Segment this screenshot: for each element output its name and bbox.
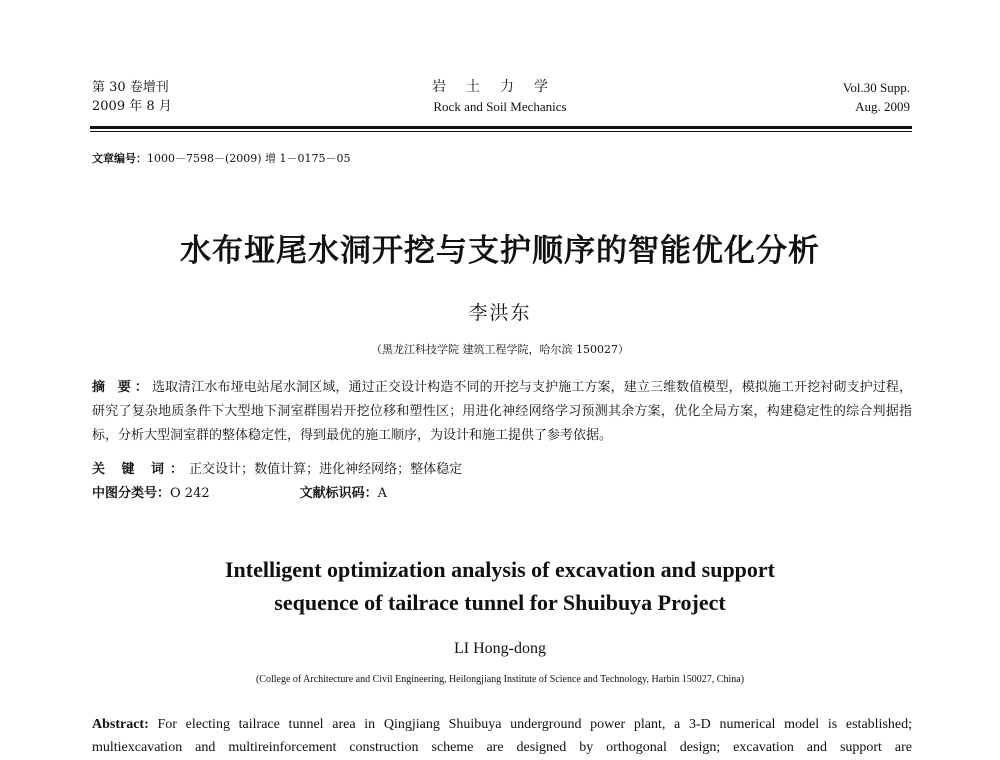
keywords-text: 正交设计；数值计算；进化神经网络；整体稳定 — [189, 462, 463, 477]
title-en-line2: sequence of tailrace tunnel for Shuibuya Project — [274, 590, 726, 615]
volume-en: Vol.30 Supp. — [842, 80, 910, 95]
volume-label: 第 30 卷增刊 — [92, 80, 169, 95]
author-en: LI Hong-dong — [454, 640, 546, 657]
date-en: Aug. 2009 — [855, 99, 910, 114]
issue-date: 2009 年 8 月 — [92, 99, 172, 114]
abstract-en-text: For electing tailrace tunnel area in Qingjiang Shuibuya underground power plant, a 3-D numerical model is established; multiexcavation and multireinforcement construction scheme are designed by orthogonal design; excavation and support are — [92, 717, 912, 755]
title-en-line1: Intelligent optimization analysis of excavation and support — [224, 557, 776, 582]
doc-code-value: A — [377, 486, 388, 501]
keywords-cn — [92, 458, 462, 477]
affiliation-en: (College of Architecture and Civil Engineering, Heilongjiang Institute of Science and Technology, Harbin 150027, China) — [255, 674, 745, 685]
journal-volume-en — [843, 78, 910, 116]
abstract-cn-label: 摘 要： — [92, 380, 152, 395]
doc-code-label: 文献标识码： — [299, 486, 378, 501]
article-number-value: 1000－7598－(2009) 增 1－0175－05 — [147, 152, 351, 165]
abstract-cn-text: 选取清江水布垭电站尾水洞区域，通过正交设计构造不同的开挖与支护施工方案，建立三维数值模型，模拟施工开挖衬砌支护过程，研究了复杂地质条件下大型地下洞室群围岩开挖位移和塑性区；用进化神经网络学习预测其余方案，优化全局方案，构建稳定性的综合判据指标，分析大型洞室群的整体稳定性，得到最优的施工顺序，为设计和施工提供了参考依据。 — [92, 380, 912, 443]
header-rule-thin — [90, 131, 912, 132]
classification-value: O 242 — [170, 486, 210, 501]
journal-name-cn: 岩土力学 — [432, 79, 568, 95]
journal-name-en: Rock and Soil Mechanics — [433, 99, 567, 114]
author-cn: 李洪东 — [468, 302, 532, 324]
classification-row — [92, 482, 387, 501]
article-number-label: 文章编号： — [92, 152, 147, 165]
keywords-label: 关 键 词： — [92, 462, 190, 477]
abstract-en — [92, 713, 912, 759]
abstract-en-label: Abstract: — [92, 717, 149, 732]
title-cn: 水布垭尾水洞开挖与支护顺序的智能优化分析 — [180, 233, 820, 269]
abstract-cn — [92, 376, 912, 448]
affiliation-cn: （黑龙江科技学院 建筑工程学院，哈尔滨 150027） — [371, 343, 629, 356]
classification-label: 中图分类号： — [92, 486, 171, 501]
header-rule-thick — [90, 126, 912, 129]
article-number — [92, 150, 351, 166]
title-en — [0, 553, 1000, 619]
